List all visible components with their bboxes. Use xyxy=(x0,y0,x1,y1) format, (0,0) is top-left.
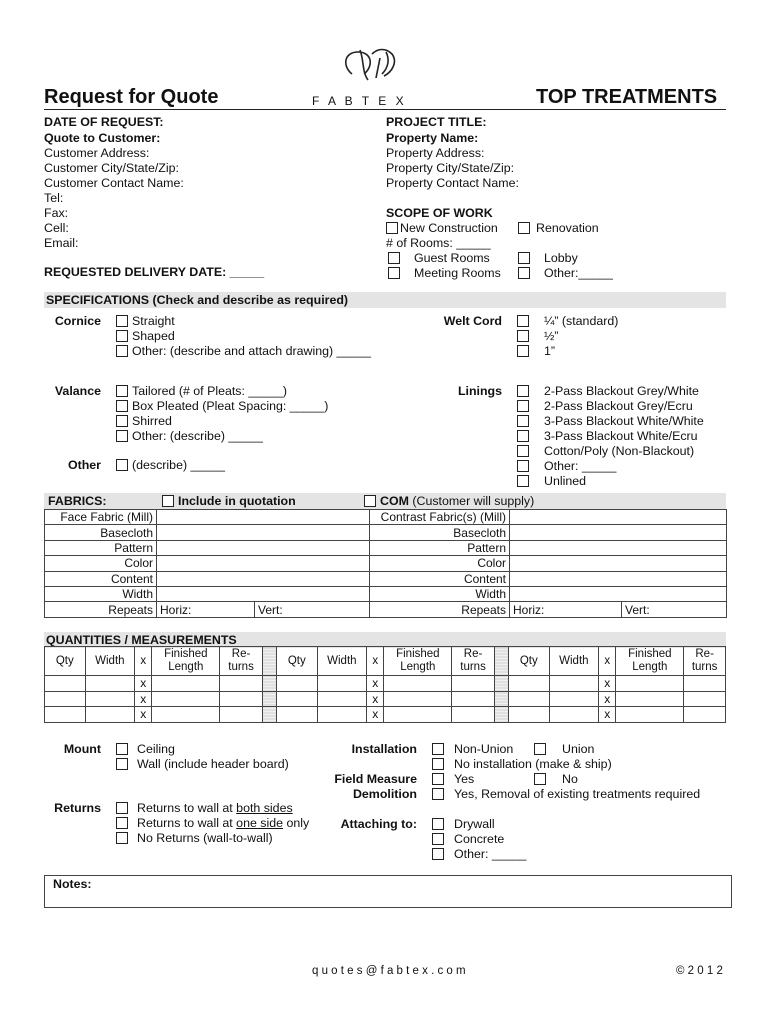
fabric-left-value[interactable] xyxy=(157,540,370,555)
returns-header: Re- turns xyxy=(684,647,726,676)
quote-to-label: Quote to Customer: xyxy=(44,131,161,145)
customer-contact-label: Customer Contact Name: xyxy=(44,176,184,190)
fabric-right-value[interactable] xyxy=(510,556,727,571)
length-cell[interactable] xyxy=(152,676,220,692)
field-measure-yes-checkbox[interactable] xyxy=(432,773,444,785)
attach-concrete-label: Concrete xyxy=(454,832,505,846)
x-cell: x xyxy=(367,676,384,692)
x-cell: x xyxy=(367,691,384,707)
quantities-heading: QUANTITIES / MEASUREMENTS xyxy=(46,633,237,647)
x-cell: x xyxy=(599,691,616,707)
width-cell[interactable] xyxy=(85,676,135,692)
fabric-left-label: Face Fabric (Mill) xyxy=(45,510,157,525)
attaching-label: Attaching to: xyxy=(340,817,417,831)
mount-wall-label: Wall (include header board) xyxy=(137,757,289,771)
renovation-checkbox[interactable] xyxy=(518,222,530,234)
meeting-rooms-label: Meeting Rooms xyxy=(414,266,501,280)
lining-unlined-label: Unlined xyxy=(544,474,587,488)
length-cell[interactable] xyxy=(384,707,452,723)
vert-cell[interactable]: Vert: xyxy=(622,602,727,617)
horiz-cell[interactable]: Horiz: xyxy=(510,602,622,617)
quantities-row xyxy=(45,707,726,723)
returns-cell[interactable] xyxy=(684,676,726,692)
cornice-shaped-label: Shaped xyxy=(132,329,175,343)
width-cell[interactable] xyxy=(549,691,599,707)
fabric-right-label: Contrast Fabric(s) (Mill) xyxy=(370,510,510,525)
welt-cord-label: Welt Cord xyxy=(443,314,502,328)
lining-1-label: 2-Pass Blackout Grey/White xyxy=(544,384,699,398)
length-cell[interactable] xyxy=(616,707,684,723)
fabric-left-value[interactable] xyxy=(157,556,370,571)
fabric-right-label: Content xyxy=(370,571,510,586)
fax-label: Fax: xyxy=(44,206,69,220)
rooms-label: # of Rooms: _____ xyxy=(386,236,491,250)
width-cell[interactable] xyxy=(317,676,367,692)
returns-header: Re- turns xyxy=(220,647,263,676)
quantities-table xyxy=(44,646,726,723)
welt-half-label: ½” xyxy=(544,329,559,343)
lining-1-checkbox[interactable] xyxy=(517,385,529,397)
demolition-checkbox[interactable] xyxy=(432,788,444,800)
mount-ceiling-label: Ceiling xyxy=(137,742,175,756)
width-cell[interactable] xyxy=(317,707,367,723)
x-cell: x xyxy=(599,707,616,723)
x-header: x xyxy=(367,647,384,676)
welt-quarter-label: ¼” (standard) xyxy=(544,314,619,328)
fabrics-heading: FABRICS: xyxy=(48,494,107,508)
scope-of-work-label: SCOPE OF WORK xyxy=(386,206,493,220)
valance-other-checkbox[interactable] xyxy=(116,430,128,442)
qty-cell[interactable] xyxy=(277,676,318,692)
horiz-cell[interactable]: Horiz: xyxy=(157,602,255,617)
cornice-straight-checkbox[interactable] xyxy=(116,315,128,327)
returns-cell[interactable] xyxy=(452,707,495,723)
quantities-header-row xyxy=(45,647,726,676)
fabric-left-label: Color xyxy=(45,556,157,571)
fabric-right-label: Repeats xyxy=(370,602,510,617)
mount-label: Mount xyxy=(63,742,101,756)
lining-other-label: Other: _____ xyxy=(544,459,617,473)
fabric-left-label: Content xyxy=(45,571,157,586)
x-header: x xyxy=(599,647,616,676)
attach-drywall-checkbox[interactable] xyxy=(432,818,444,830)
fabric-row xyxy=(45,571,727,586)
length-cell[interactable] xyxy=(152,691,220,707)
fabric-row xyxy=(45,556,727,571)
welt-quarter-checkbox[interactable] xyxy=(517,315,529,327)
renovation-label: Renovation xyxy=(536,221,599,235)
fabric-right-label: Color xyxy=(370,556,510,571)
lining-4-label: 3-Pass Blackout White/Ecru xyxy=(544,429,698,443)
separator-cell xyxy=(262,707,276,723)
welt-half-checkbox[interactable] xyxy=(517,330,529,342)
returns-cell[interactable] xyxy=(452,691,495,707)
installation-label: Installation xyxy=(351,742,417,756)
qty-header: Qty xyxy=(509,647,550,676)
fabric-right-value[interactable] xyxy=(510,586,727,601)
lining-5-checkbox[interactable] xyxy=(517,445,529,457)
no-installation-label: No installation (make & ship) xyxy=(454,757,612,771)
finished-length-header: Finished Length xyxy=(384,647,452,676)
width-header: Width xyxy=(317,647,367,676)
returns-one-checkbox[interactable] xyxy=(116,817,128,829)
returns-cell[interactable] xyxy=(452,676,495,692)
length-cell[interactable] xyxy=(616,691,684,707)
other-spec-describe: (describe) _____ xyxy=(132,458,225,472)
x-cell: x xyxy=(135,676,152,692)
tel-label: Tel: xyxy=(44,191,64,205)
other-spec-checkbox[interactable] xyxy=(116,459,128,471)
quantities-row xyxy=(45,691,726,707)
qty-cell[interactable] xyxy=(277,707,318,723)
valance-label: Valance xyxy=(54,384,101,398)
property-name-label: Property Name: xyxy=(386,131,479,145)
vert-cell[interactable]: Vert: xyxy=(255,602,370,617)
lobby-checkbox[interactable] xyxy=(518,252,530,264)
attach-concrete-checkbox[interactable] xyxy=(432,833,444,845)
lining-3-label: 3-Pass Blackout White/White xyxy=(544,414,704,428)
valance-shirred-checkbox[interactable] xyxy=(116,415,128,427)
non-union-checkbox[interactable] xyxy=(432,743,444,755)
notes-box[interactable] xyxy=(44,875,732,908)
qty-header: Qty xyxy=(45,647,86,676)
x-cell: x xyxy=(367,707,384,723)
com-rest: (Customer will supply) xyxy=(408,494,535,508)
fabric-left-label: Repeats xyxy=(45,602,157,617)
email-label: Email: xyxy=(44,236,79,250)
qty-cell[interactable] xyxy=(277,691,318,707)
separator-cell xyxy=(494,691,508,707)
cornice-other-label: Other: (describe and attach drawing) _____ xyxy=(132,344,372,358)
separator-cell xyxy=(494,647,508,676)
lining-2-checkbox[interactable] xyxy=(517,400,529,412)
page-title: Request for Quote xyxy=(44,86,219,108)
width-cell[interactable] xyxy=(317,691,367,707)
length-cell[interactable] xyxy=(152,707,220,723)
customer-address-label: Customer Address: xyxy=(44,146,150,160)
welt-one-checkbox[interactable] xyxy=(517,345,529,357)
fabtex-logo xyxy=(338,44,410,86)
fabric-left-value[interactable] xyxy=(157,510,370,525)
com-label xyxy=(380,494,534,509)
field-measure-yes-label: Yes xyxy=(454,772,475,786)
width-cell[interactable] xyxy=(85,707,135,723)
scope-other-checkbox[interactable] xyxy=(518,267,530,279)
header-rule xyxy=(44,109,726,110)
attach-other-checkbox[interactable] xyxy=(432,848,444,860)
finished-length-header: Finished Length xyxy=(152,647,220,676)
fabric-row xyxy=(45,540,727,555)
valance-other-label: Other: (describe) _____ xyxy=(132,429,263,443)
width-cell[interactable] xyxy=(549,676,599,692)
returns-both-label: Returns to wall at both sides xyxy=(137,801,293,815)
fabric-right-label: Pattern xyxy=(370,540,510,555)
x-cell: x xyxy=(135,691,152,707)
fabric-left-value[interactable] xyxy=(157,525,370,540)
qty-cell[interactable] xyxy=(509,691,550,707)
length-cell[interactable] xyxy=(384,691,452,707)
x-cell: x xyxy=(135,707,152,723)
lining-3-checkbox[interactable] xyxy=(517,415,529,427)
valance-tailored-checkbox[interactable] xyxy=(116,385,128,397)
footer-email[interactable]: q u o t e s @ f a b t e x . c o m xyxy=(312,965,466,977)
fabric-left-value[interactable] xyxy=(157,586,370,601)
returns-cell[interactable] xyxy=(220,707,263,723)
notes-label: Notes: xyxy=(53,877,92,891)
fabric-left-value[interactable] xyxy=(157,571,370,586)
fabric-left-label: Basecloth xyxy=(45,525,157,540)
new-construction-checkbox[interactable] xyxy=(386,222,398,234)
right-title: TOP TREATMENTS xyxy=(536,86,718,108)
welt-one-label: 1” xyxy=(544,344,556,358)
lobby-label: Lobby xyxy=(544,251,578,265)
lining-other-checkbox[interactable] xyxy=(517,460,529,472)
non-union-label: Non-Union xyxy=(454,742,514,756)
returns-label: Returns xyxy=(54,801,101,815)
returns-cell[interactable] xyxy=(220,691,263,707)
property-city-label: Property City/State/Zip: xyxy=(386,161,515,175)
fabric-left-label: Pattern xyxy=(45,540,157,555)
finished-length-header: Finished Length xyxy=(616,647,684,676)
field-measure-no-checkbox[interactable] xyxy=(534,773,546,785)
x-header: x xyxy=(135,647,152,676)
specifications-heading: SPECIFICATIONS (Check and describe as required) xyxy=(46,293,349,307)
valance-box-pleated-checkbox[interactable] xyxy=(116,400,128,412)
returns-cell[interactable] xyxy=(684,707,726,723)
field-measure-no-label: No xyxy=(562,772,578,786)
cornice-label: Cornice xyxy=(54,314,101,328)
returns-both-checkbox[interactable] xyxy=(116,802,128,814)
lining-4-checkbox[interactable] xyxy=(517,430,529,442)
returns-header: Re- turns xyxy=(452,647,495,676)
cell-label: Cell: xyxy=(44,221,69,235)
width-header: Width xyxy=(549,647,599,676)
com-checkbox[interactable] xyxy=(364,495,376,507)
lining-2-label: 2-Pass Blackout Grey/Ecru xyxy=(544,399,693,413)
lining-unlined-checkbox[interactable] xyxy=(517,475,529,487)
length-cell[interactable] xyxy=(616,676,684,692)
fabrics-table xyxy=(44,509,727,618)
include-quotation-label: Include in quotation xyxy=(178,494,296,508)
delivery-date-label: REQUESTED DELIVERY DATE: _____ xyxy=(44,265,265,279)
quantities-row xyxy=(45,676,726,692)
demolition-label: Demolition xyxy=(352,787,417,801)
attach-other-label: Other: _____ xyxy=(454,847,527,861)
fabric-right-value[interactable] xyxy=(510,540,727,555)
returns-cell[interactable] xyxy=(220,676,263,692)
fabric-row xyxy=(45,510,727,525)
meeting-rooms-checkbox[interactable] xyxy=(388,267,400,279)
property-contact-label: Property Contact Name: xyxy=(386,176,519,190)
field-measure-label: Field Measure xyxy=(334,772,417,786)
fabric-right-label: Width xyxy=(370,586,510,601)
width-cell[interactable] xyxy=(549,707,599,723)
x-cell: x xyxy=(599,676,616,692)
qty-cell[interactable] xyxy=(509,676,550,692)
cornice-straight-label: Straight xyxy=(132,314,175,328)
mount-wall-checkbox[interactable] xyxy=(116,758,128,770)
no-installation-checkbox[interactable] xyxy=(432,758,444,770)
new-construction-label: New Construction xyxy=(400,221,498,235)
cornice-shaped-checkbox[interactable] xyxy=(116,330,128,342)
guest-rooms-checkbox[interactable] xyxy=(388,252,400,264)
qty-header: Qty xyxy=(277,647,318,676)
separator-cell xyxy=(262,691,276,707)
returns-none-label: No Returns (wall-to-wall) xyxy=(137,831,273,845)
qty-cell[interactable] xyxy=(45,676,86,692)
specifications-bar xyxy=(44,292,726,308)
mount-ceiling-checkbox[interactable] xyxy=(116,743,128,755)
project-title-label: PROJECT TITLE: xyxy=(386,115,487,129)
width-cell[interactable] xyxy=(85,691,135,707)
fabric-right-label: Basecloth xyxy=(370,525,510,540)
com-bold: COM xyxy=(380,494,409,508)
separator-cell xyxy=(494,707,508,723)
fabric-right-value[interactable] xyxy=(510,571,727,586)
other-spec-label: Other xyxy=(67,458,101,472)
separator-cell xyxy=(494,676,508,692)
date-of-request-label: DATE OF REQUEST: xyxy=(44,115,164,129)
attach-drywall-label: Drywall xyxy=(454,817,495,831)
union-checkbox[interactable] xyxy=(534,743,546,755)
valance-shirred-label: Shirred xyxy=(132,414,172,428)
fabric-left-label: Width xyxy=(45,586,157,601)
qty-cell[interactable] xyxy=(45,707,86,723)
union-label: Union xyxy=(562,742,595,756)
valance-box-pleated-label: Box Pleated (Pleat Spacing: _____) xyxy=(132,399,329,413)
guest-rooms-label: Guest Rooms xyxy=(414,251,490,265)
property-address-label: Property Address: xyxy=(386,146,485,160)
separator-cell xyxy=(262,647,276,676)
returns-one-label: Returns to wall at one side only xyxy=(137,816,310,830)
fabric-row xyxy=(45,586,727,601)
footer-copyright: © 2 0 1 2 xyxy=(676,965,723,977)
customer-city-label: Customer City/State/Zip: xyxy=(44,161,179,175)
fabric-row xyxy=(45,525,727,540)
width-header: Width xyxy=(85,647,135,676)
returns-none-checkbox[interactable] xyxy=(116,832,128,844)
separator-cell xyxy=(262,676,276,692)
returns-cell[interactable] xyxy=(684,691,726,707)
fabric-row xyxy=(45,602,727,617)
cornice-other-checkbox[interactable] xyxy=(116,345,128,357)
valance-tailored-label: Tailored (# of Pleats: _____) xyxy=(132,384,287,398)
lining-5-label: Cotton/Poly (Non-Blackout) xyxy=(544,444,695,458)
linings-label: Linings xyxy=(457,384,502,398)
include-quotation-checkbox[interactable] xyxy=(162,495,174,507)
scope-other-label: Other:_____ xyxy=(544,266,613,280)
demolition-text: Yes, Removal of existing treatments required xyxy=(454,787,701,801)
qty-cell[interactable] xyxy=(45,691,86,707)
fabric-right-value[interactable] xyxy=(510,510,727,525)
length-cell[interactable] xyxy=(384,676,452,692)
qty-cell[interactable] xyxy=(509,707,550,723)
fabric-right-value[interactable] xyxy=(510,525,727,540)
brand-wordmark: F A B T E X xyxy=(312,94,407,108)
